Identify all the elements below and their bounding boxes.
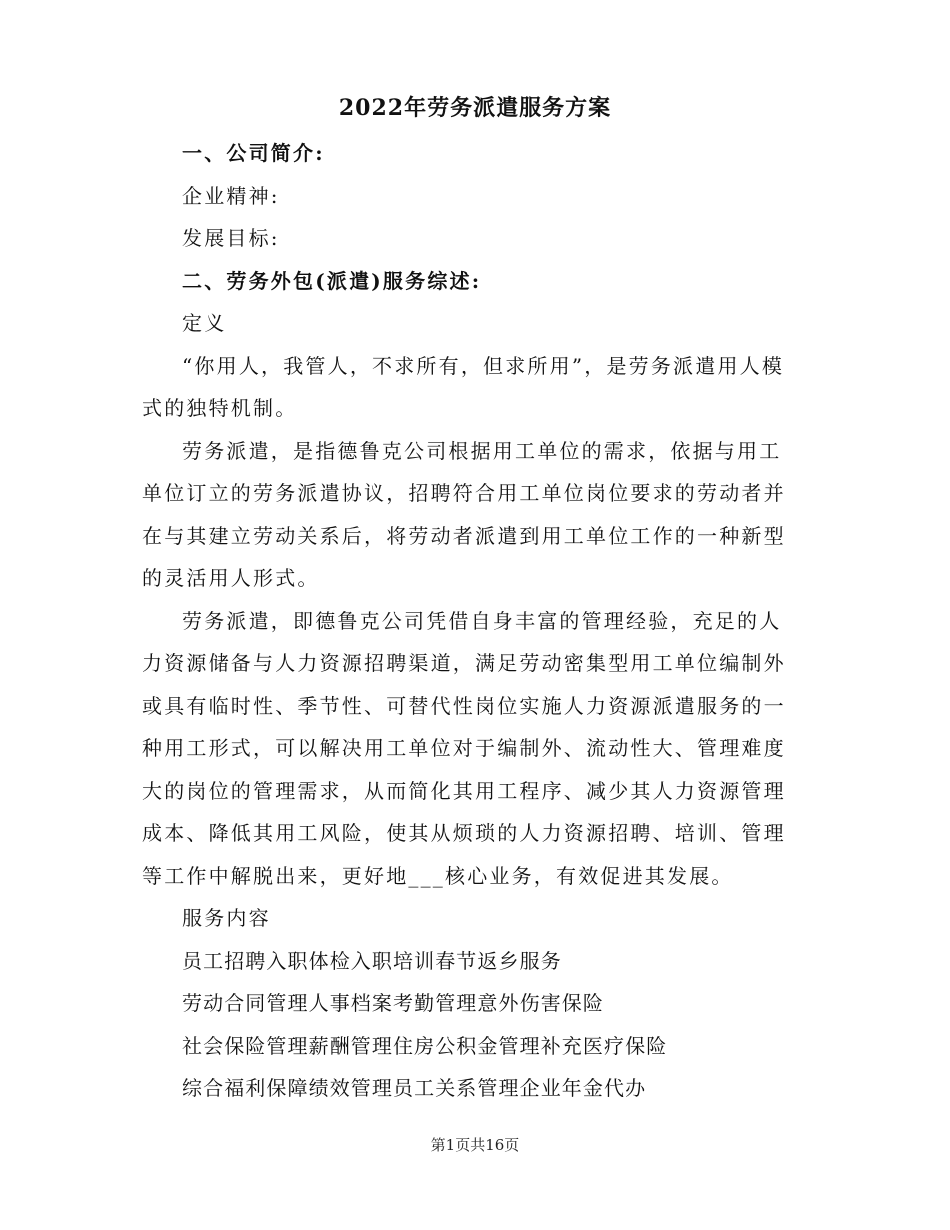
document-title: 2022年劳务派遣服务方案 — [338, 95, 612, 121]
paragraph-dispatch-definition: 劳务派遣，是指德鲁克公司根据用工单位的需求，依据与用工单位订立的劳务派遣协议，招聘符合用工单位岗位要求的劳动者并在与其建立劳动关系后，将劳动者派遣到用工单位工作的一种新型的灵活用人形式。 — [142, 438, 786, 590]
paragraph-dispatch-description: 劳务派遣，即德鲁克公司凭借自身丰富的管理经验，充足的人力资源储备与人力资源招聘渠道，满足劳动密集型用工单位编制外或具有临时性、季节性、可替代性岗位实施人力资源派遣服务的一种用工形式，可以解决用工单位对于编制外、流动性大、管理难度大的岗位的管理需求，从而简化其用工程序、减少其人力资源管理成本、降低其用工风险，使其从烦琐的人力资源招聘、培训、管理等工作中解脱出来，更好地___核心业务，有效促进其发展。 — [142, 608, 786, 888]
service-list-item: 社会保险管理薪酬管理住房公积金管理补充医疗保险 — [182, 1033, 668, 1058]
section-heading-service-overview: 二、劳务外包(派遣)服务综述: — [182, 268, 482, 293]
paragraph-enterprise-spirit: 企业精神: — [182, 183, 280, 208]
section-heading-company-intro: 一、公司简介: — [182, 141, 325, 165]
paragraph-service-content-label: 服务内容 — [182, 906, 271, 930]
paragraph-quote: “你用人，我管人，不求所有，但求所用”，是劳务派遣用人模式的独特机制。 — [142, 353, 785, 420]
page-number-footer: 第1页共16页 — [430, 1136, 520, 1154]
service-list-item: 员工招聘入职体检入职培训春节返乡服务 — [182, 948, 562, 973]
paragraph-development-goal: 发展目标: — [182, 226, 280, 250]
service-list-item: 综合福利保障绩效管理员工关系管理企业年金代办 — [182, 1076, 647, 1100]
service-list-item: 劳动合同管理人事档案考勤管理意外伤害保险 — [182, 991, 604, 1015]
document-body — [142, 132, 802, 1110]
paragraph-definition-label: 定义 — [182, 311, 227, 335]
